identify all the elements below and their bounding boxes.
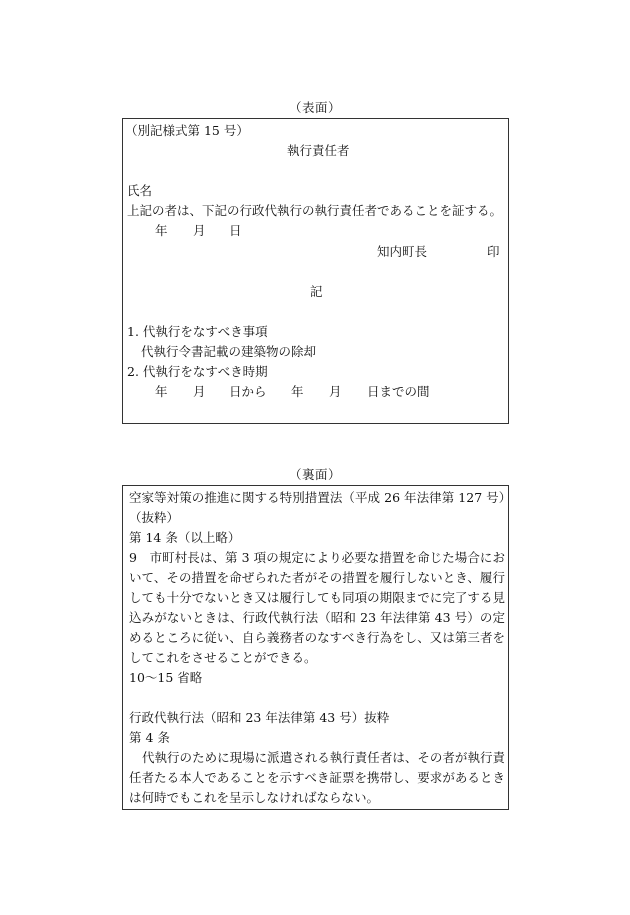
ki-heading: 記 [310, 284, 323, 299]
period-month-end: 月 [329, 384, 342, 399]
law1-omitted: 10〜15 省略 [129, 670, 203, 685]
name-label: 氏名 [127, 183, 153, 198]
period-day-end: 日までの間 [367, 384, 430, 399]
period-year-end: 年 [291, 384, 304, 399]
law1-article: 第 14 条（以上略） [129, 530, 241, 545]
date-day: 日 [229, 223, 242, 238]
period-month-start: 月 [193, 384, 206, 399]
law2-text: 代執行のために現場に派遣される執行責任者は、その者が執行責任者たる本人であることを示すべき証票を携帯し、要求があるときは何時でもこれを呈示しなければならない。 [129, 750, 505, 805]
card-title: 執行責任者 [287, 143, 350, 158]
period-day-start: 日から [229, 384, 267, 399]
certification-text: 上記の者は、下記の行政代執行の執行責任者であることを証する。 [127, 203, 503, 218]
back-side-label: （裏面） [288, 467, 341, 482]
item-2-heading: 2. 代執行をなすべき時期 [127, 364, 268, 379]
period-year-start: 年 [155, 384, 168, 399]
back-card [122, 485, 509, 810]
item-1-heading: 1. 代執行をなすべき事項 [127, 324, 268, 339]
seal-mark: 印 [487, 244, 500, 259]
law1-clause-9: 9 市町村長は、第 3 項の規定により必要な措置を命じた場合において、その措置を命ぜられた者がその措置を履行しないとき、履行しても十分でないとき又は履行しても同項の期限までに完了する見込みがないときは、行政代執行法（昭和 23 年法律第 43 号）の定めるところに従い、自ら義務者のなすべき行為をし、又は第三者をしてこれをさせることができる。 [129, 550, 505, 665]
item-1-detail: 代執行令書記載の建築物の除却 [141, 344, 317, 359]
law2-article: 第 4 条 [129, 730, 170, 745]
law2-title: 行政代執行法（昭和 23 年法律第 43 号）抜粋 [129, 710, 390, 725]
date-month: 月 [193, 223, 206, 238]
issuer: 知内町長 [377, 244, 428, 259]
form-number: （別記様式第 15 号） [125, 123, 249, 138]
front-card [122, 118, 509, 424]
law1-title: 空家等対策の推進に関する特別措置法（平成 26 年法律第 127 号）（抜粋） [129, 490, 505, 525]
date-year: 年 [155, 223, 168, 238]
front-side-label: （表面） [288, 100, 341, 115]
